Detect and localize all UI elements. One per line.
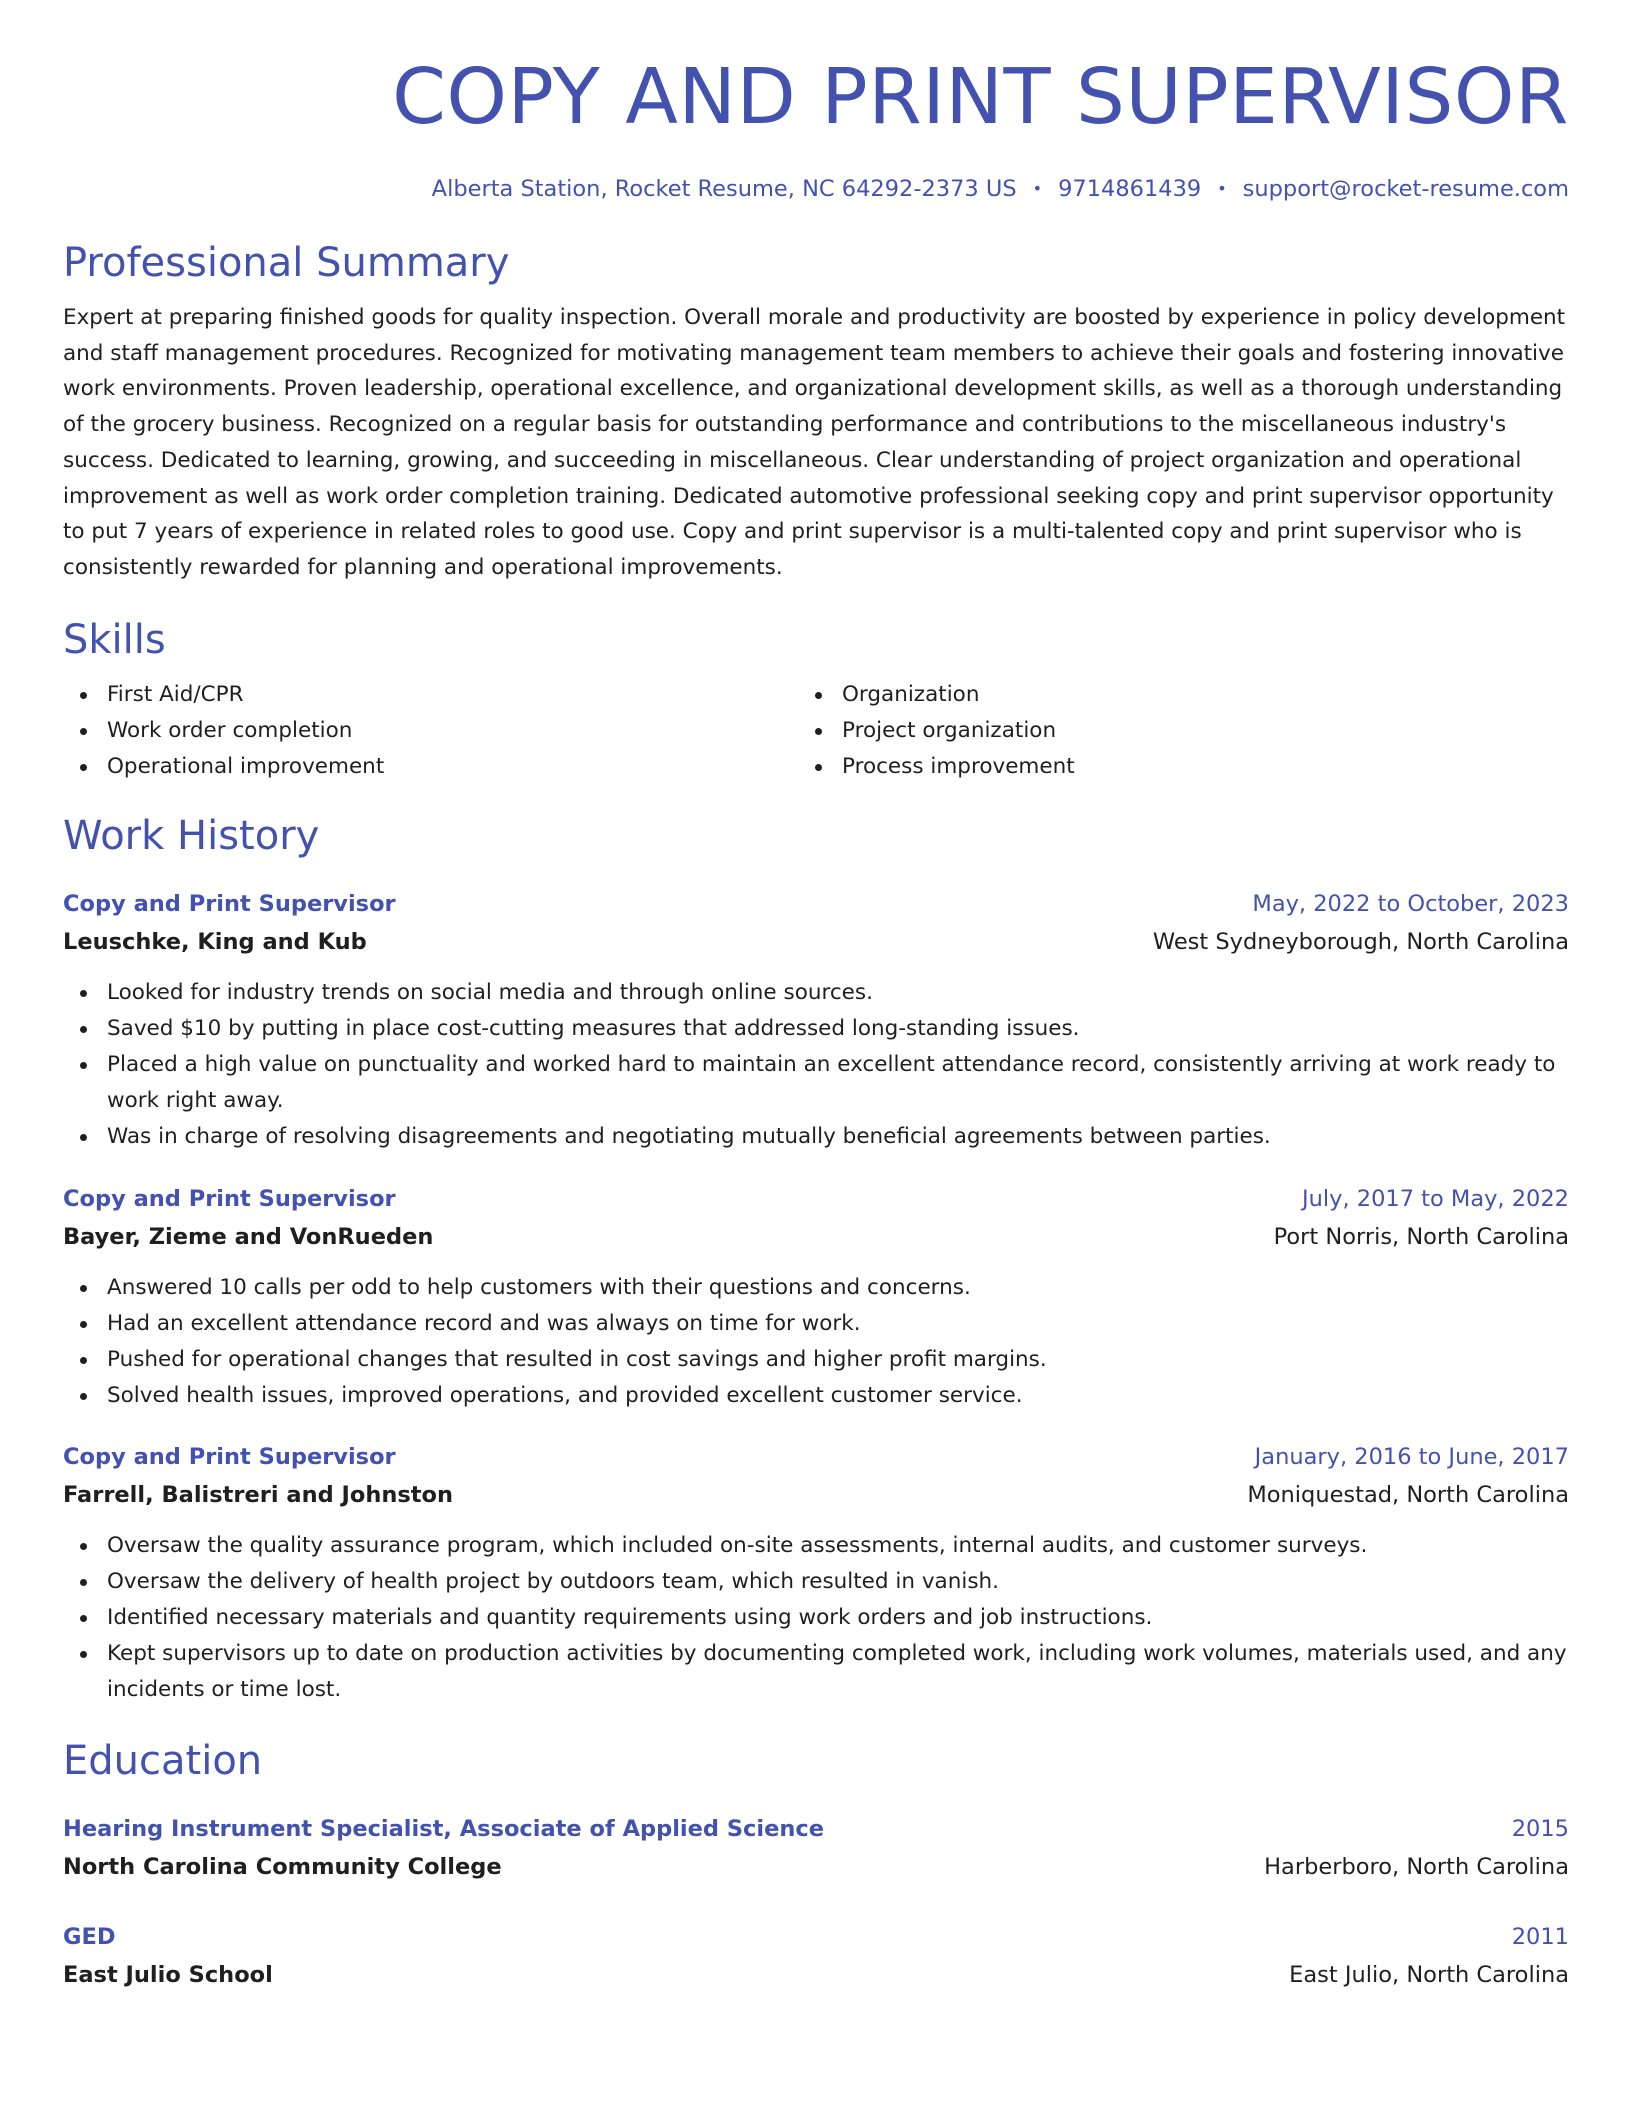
company-name: Bayer, Zieme and VonRueden <box>63 1223 434 1250</box>
job-location: West Sydneyborough, North Carolina <box>1152 928 1569 955</box>
separator-dot: • <box>1032 179 1043 198</box>
bullet-text: Had an excellent attendance record and was always on time for work. <box>107 1310 861 1336</box>
list-item <box>63 1528 1569 1564</box>
bullet-icon <box>80 1357 87 1364</box>
company-name: Leuschke, King and Kub <box>63 928 367 955</box>
skill-item <box>798 713 1533 749</box>
bullet-icon <box>80 1062 87 1069</box>
job-dates: May, 2022 to October, 2023 <box>1252 890 1569 917</box>
bullet-icon <box>80 1651 87 1658</box>
contact-line <box>63 174 1569 204</box>
bullet-text: Solved health issues, improved operations, and provided excellent customer service. <box>107 1382 1023 1408</box>
bullet-icon <box>815 728 822 735</box>
bullet-icon <box>80 1615 87 1622</box>
list-item <box>63 1342 1569 1378</box>
bullet-text: Oversaw the delivery of health project by outdoors team, which resulted in vanish. <box>107 1568 999 1594</box>
job-bullets <box>63 975 1569 1155</box>
skill-label: Process improvement <box>842 753 1075 779</box>
bullet-icon <box>80 728 87 735</box>
bullet-text: Pushed for operational changes that resulted in cost savings and higher profit margins. <box>107 1346 1047 1372</box>
bullet-icon <box>80 1285 87 1292</box>
education-header-row <box>63 1918 1569 1956</box>
bullet-text: Looked for industry trends on social media and through online sources. <box>107 979 873 1005</box>
education-year: 2015 <box>1511 1815 1569 1842</box>
job-bullets <box>63 1270 1569 1414</box>
bullet-icon <box>80 1393 87 1400</box>
job-title: Copy and Print Supervisor <box>63 1443 396 1470</box>
job-header-row <box>63 1438 1569 1476</box>
job-location: Moniquestad, North Carolina <box>1247 1481 1569 1508</box>
job-company-row <box>63 1476 1569 1514</box>
bullet-text: Placed a high value on punctuality and worked hard to maintain an excellent attendance record, consistently arriving at work ready to work right away. <box>107 1051 1556 1113</box>
list-item <box>63 1564 1569 1600</box>
job-company-row <box>63 1218 1569 1256</box>
summary-text: Expert at preparing finished goods for quality inspection. Overall morale and productivity are boosted by experience in policy development and staff management procedures. Recognized for motivating management team members to achieve their goals and fostering innovative work environments. Proven leadership, operational excellence, and organizational development skills, as well as a thorough understanding of the grocery business. Recognized on a regular basis for outstanding performance and contributions to the miscellaneous industry's success. Dedicated to learning, growing, and succeeding in miscellaneous. Clear understanding of project organization and operational improvement as well as work order completion training. Dedicated automotive professional seeking copy and print supervisor opportunity to put 7 years of experience in related roles to good use. Copy and print supervisor is a multi-talented copy and print supervisor who is consistently rewarded for planning and operational improvements. <box>63 305 1566 580</box>
section-heading-summary: Professional Summary <box>63 240 510 286</box>
bullet-icon <box>80 1579 87 1586</box>
skill-label: Organization <box>842 681 980 707</box>
school-location: Harberboro, North Carolina <box>1264 1853 1569 1880</box>
education-school-row <box>63 1848 1569 1886</box>
section-heading-work-history: Work History <box>63 812 320 859</box>
list-item <box>63 975 1569 1011</box>
list-item <box>63 1636 1569 1708</box>
skill-item <box>798 677 1533 713</box>
education-entry <box>63 1918 1569 1994</box>
degree-title: Hearing Instrument Specialist, Associate of Applied Science <box>63 1815 824 1842</box>
job-header-row <box>63 885 1569 923</box>
school-name: North Carolina Community College <box>63 1853 502 1880</box>
section-heading-skills: Skills <box>63 616 166 663</box>
skill-item <box>63 749 798 785</box>
skill-item <box>63 677 798 713</box>
job-entry <box>63 1438 1569 1708</box>
bullet-text: Was in charge of resolving disagreements and negotiating mutually beneficial agreements between parties. <box>107 1123 1271 1149</box>
skills-column-right <box>798 677 1533 785</box>
skill-item <box>63 713 798 749</box>
skills-column-left <box>63 677 798 785</box>
bullet-icon <box>80 692 87 699</box>
bullet-icon <box>80 764 87 771</box>
page-title: COPY AND PRINT SUPERVISOR <box>392 53 1569 142</box>
skills-grid <box>63 677 1569 785</box>
skill-label: First Aid/CPR <box>107 681 244 707</box>
list-item <box>63 1011 1569 1047</box>
job-entry <box>63 1180 1569 1414</box>
degree-title: GED <box>63 1923 116 1950</box>
job-location: Port Norris, North Carolina <box>1273 1223 1569 1250</box>
list-item <box>63 1600 1569 1636</box>
job-dates: January, 2016 to June, 2017 <box>1254 1443 1569 1470</box>
bullet-icon <box>80 1543 87 1550</box>
education-entry <box>63 1810 1569 1886</box>
bullet-text: Answered 10 calls per odd to help customers with their questions and concerns. <box>107 1274 971 1300</box>
skill-label: Project organization <box>842 717 1057 743</box>
section-heading-education: Education <box>63 1737 263 1784</box>
separator-dot: • <box>1217 179 1227 198</box>
contact-address: Alberta Station, Rocket Resume, NC 64292-2373 US <box>431 176 1017 202</box>
contact-phone: 9714861439 <box>1058 176 1202 202</box>
job-entry <box>63 885 1569 1155</box>
list-item <box>63 1270 1569 1306</box>
job-company-row <box>63 923 1569 961</box>
bullet-text: Oversaw the quality assurance program, which included on-site assessments, internal audits, and customer surveys. <box>107 1532 1368 1558</box>
bullet-icon <box>80 1026 87 1033</box>
list-item <box>63 1119 1569 1155</box>
job-header-row <box>63 1180 1569 1218</box>
bullet-text: Kept supervisors up to date on production activities by documenting completed work, including work volumes, materials used, and any incidents or time lost. <box>107 1640 1567 1702</box>
bullet-text: Saved $10 by putting in place cost-cutting measures that addressed long-standing issues. <box>107 1015 1080 1041</box>
education-year: 2011 <box>1511 1923 1569 1950</box>
education-school-row <box>63 1956 1569 1994</box>
list-item <box>63 1306 1569 1342</box>
list-item <box>63 1047 1569 1119</box>
skill-label: Work order completion <box>107 717 353 743</box>
bullet-icon <box>80 990 87 997</box>
bullet-icon <box>815 692 822 699</box>
education-header-row <box>63 1810 1569 1848</box>
skill-label: Operational improvement <box>107 753 385 779</box>
company-name: Farrell, Balistreri and Johnston <box>63 1481 454 1508</box>
job-dates: July, 2017 to May, 2022 <box>1301 1185 1569 1212</box>
contact-email: support@rocket-resume.com <box>1242 176 1569 202</box>
school-name: East Julio School <box>63 1961 273 1988</box>
list-item <box>63 1378 1569 1414</box>
job-title: Copy and Print Supervisor <box>63 890 396 917</box>
bullet-icon <box>80 1134 87 1141</box>
bullet-text: Identified necessary materials and quantity requirements using work orders and job instructions. <box>107 1604 1153 1630</box>
bullet-icon <box>80 1321 87 1328</box>
school-location: East Julio, North Carolina <box>1289 1961 1569 1988</box>
skill-item <box>798 749 1533 785</box>
job-title: Copy and Print Supervisor <box>63 1185 396 1212</box>
bullet-icon <box>815 764 822 771</box>
job-bullets <box>63 1528 1569 1708</box>
